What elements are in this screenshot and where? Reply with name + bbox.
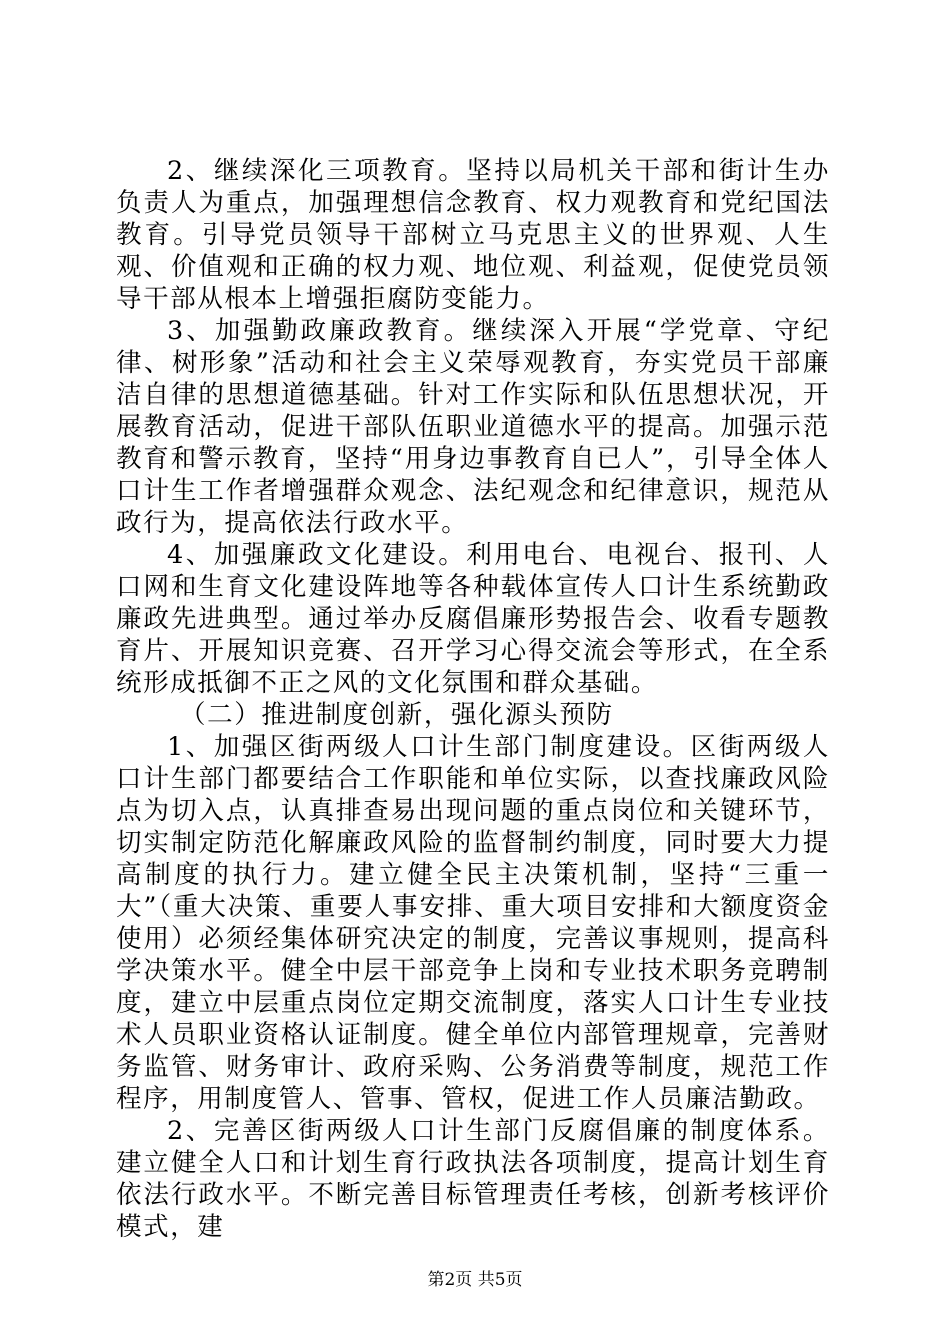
- paragraph-system-construction: 1、加强区街两级人口计生部门制度建设。区街两级人口计生部门都要结合工作职能和单位实际，以查找廉政风险点为切入点，认真排查易出现问题的重点岗位和关键环节，切实制定防范化解廉政风险的监督制约制度，同时要大力提高制度的执行力。建立健全民主决策机制，坚持“三重一大”（重大决策、重要人事安排、重大项目安排和大额度资金使用）必须经集体研究决定的制度，完善议事规则，提高科学决策水平。健全中层干部竞争上岗和专业技术职务竞聘制度，建立中层重点岗位定期交流制度，落实人口计生专业技术人员职业资格认证制度。健全单位内部管理规章，完善财务监管、财务审计、政府采购、公务消费等制度，规范工作程序，用制度管人、管事、管权，促进工作人员廉洁勤政。: [116, 732, 830, 1114]
- page-number-footer: 第2页 共5页: [427, 1270, 523, 1290]
- paragraph-clean-culture: 4、加强廉政文化建设。利用电台、电视台、报刊、人口网和生育文化建设阵地等各种载体宣传人口计生系统勤政廉政先进典型。通过举办反腐倡廉形势报告会、收看专题教育片、开展知识竞赛、召开学习心得交流会等形式，在全系统形成抵御不正之风的文化氛围和群众基础。: [116, 540, 830, 698]
- section-heading: （二）推进制度创新，强化源头预防: [180, 700, 614, 730]
- paragraph-three-educations: 2、继续深化三项教育。坚持以局机关干部和街计生办负责人为重点，加强理想信念教育、权力观教育和党纪国法教育。引导党员领导干部树立马克思主义的世界观、人生观、价值观和正确的权力观、地位观、利益观，促使党员领导干部从根本上增强拒腐防变能力。: [116, 156, 830, 314]
- paragraph-anti-corruption-system: 2、完善区街两级人口计生部门反腐倡廉的制度体系。建立健全人口和计划生育行政执法各项制度，提高计划生育依法行政水平。不断完善目标管理责任考核，创新考核评价模式，建: [116, 1116, 830, 1242]
- paragraph-diligent-clean-education: 3、加强勤政廉政教育。继续深入开展“学党章、守纪律、树形象”活动和社会主义荣辱观教育，夯实党员干部廉洁自律的思想道德基础。针对工作实际和队伍思想状况，开展教育活动，促进干部队伍职业道德水平的提高。加强示范教育和警示教育，坚持“用身边事教育自已人”，引导全体人口计生工作者增强群众观念、法纪观念和纪律意识，规范从政行为，提高依法行政水平。: [116, 316, 830, 538]
- document-body: [116, 155, 830, 1243]
